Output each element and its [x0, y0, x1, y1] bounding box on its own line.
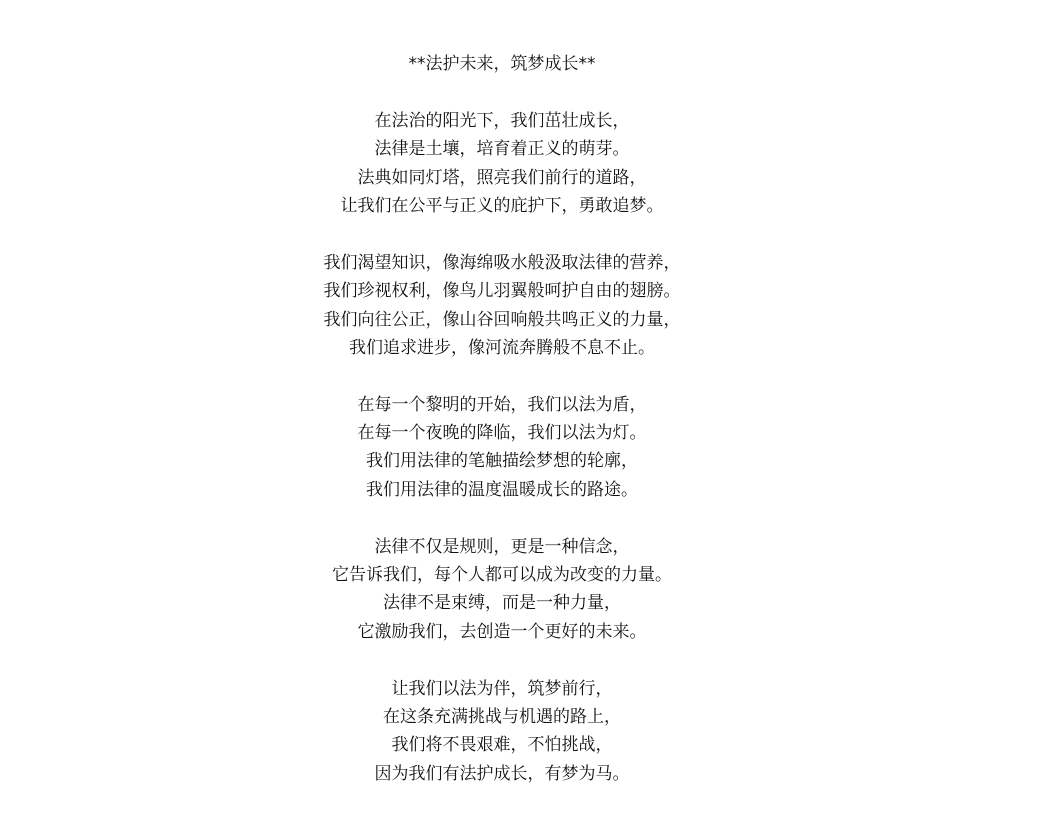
- poem-line: 我们将不畏艰难，不怕挑战，: [391, 735, 613, 756]
- poem-line: 在这条充满挑战与机遇的路上，: [383, 706, 621, 727]
- stanza-5: [0, 675, 1004, 789]
- poem-line: 它激励我们，去创造一个更好的未来。: [357, 621, 647, 642]
- stanza-gap: [0, 220, 1004, 248]
- poem-line: 因为我们有法护成长，有梦为马。: [374, 763, 630, 784]
- poem-line: 我们珍视权利，像鸟儿羽翼般呵护自由的翅膀。: [323, 281, 681, 302]
- stanza-gap: [0, 362, 1004, 390]
- poem-title: **法护未来，筑梦成长**: [408, 54, 596, 74]
- poem-line: 让我们在公平与正义的庇护下，勇敢追梦。: [340, 195, 664, 216]
- poem-line: 法律是土壤，培育着正义的萌芽。: [374, 139, 630, 160]
- poem-line: 在法治的阳光下，我们茁壮成长，: [374, 110, 630, 131]
- poem-line: 在每一个夜晚的降临，我们以法为灯。: [357, 423, 647, 444]
- poem-line: 法律不仅是规则，更是一种信念，: [374, 536, 630, 557]
- stanza-4: [0, 533, 1004, 647]
- poem-line: 它告诉我们，每个人都可以成为改变的力量。: [332, 565, 672, 586]
- poem-line: 法律不是束缚，而是一种力量，: [383, 593, 621, 614]
- poem-line: 在每一个黎明的开始，我们以法为盾，: [357, 394, 647, 415]
- poem-line: 法典如同灯塔，照亮我们前行的道路，: [357, 167, 647, 188]
- poem-line: 我们追求进步，像河流奔腾般不息不止。: [349, 337, 655, 358]
- poem-line: 让我们以法为伴，筑梦前行，: [391, 678, 613, 699]
- stanza-1: [0, 107, 1004, 221]
- poem-line: 我们用法律的温度温暖成长的路途。: [366, 479, 638, 500]
- stanza-gap: [0, 646, 1004, 674]
- stanza-gap: [0, 78, 1004, 106]
- stanza-2: [0, 249, 1004, 363]
- poem: [0, 50, 1004, 788]
- stanza-gap: [0, 504, 1004, 532]
- poem-line: 我们用法律的笔触描绘梦想的轮廓，: [366, 451, 638, 472]
- stanza-3: [0, 391, 1004, 505]
- poem-line: 我们渴望知识，像海绵吸水般汲取法律的营养，: [323, 252, 681, 273]
- poem-line: 我们向往公正，像山谷回响般共鸣正义的力量，: [323, 309, 681, 330]
